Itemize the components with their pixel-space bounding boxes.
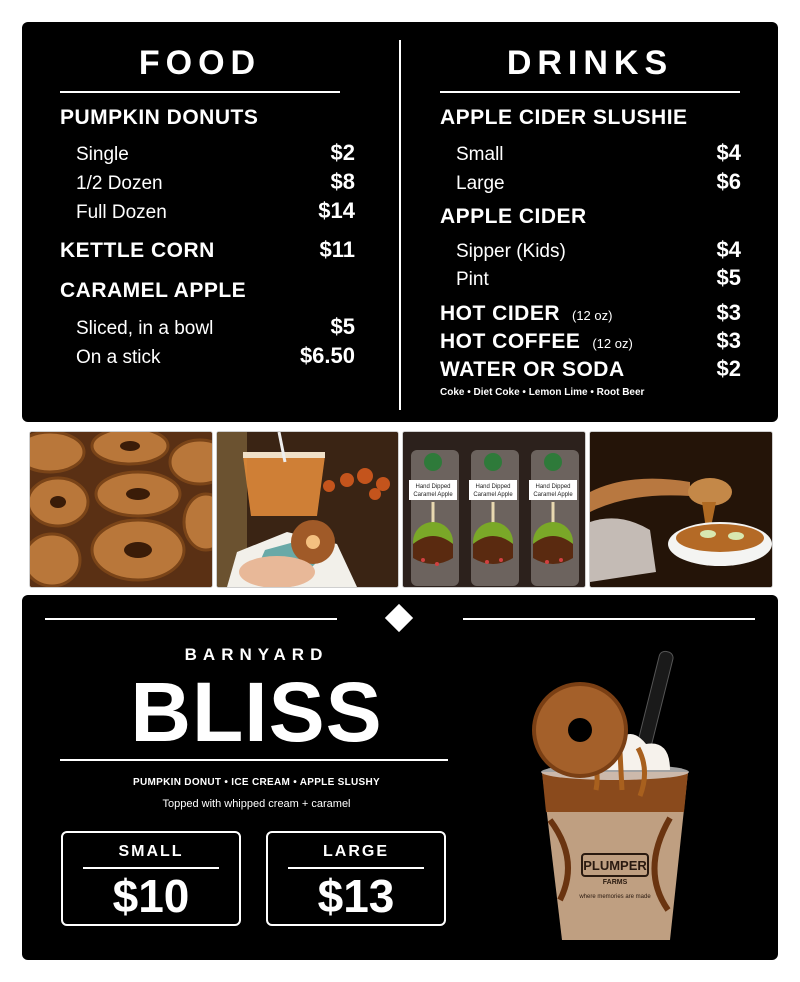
pumpkin-donuts-heading: PUMPKIN DONUTS [60, 106, 259, 129]
menu-item [440, 265, 741, 291]
menu-item-label: 1/2 Dozen [76, 173, 163, 194]
kettle-corn-row [60, 237, 355, 263]
menu-item-price: $6.50 [299, 343, 355, 368]
caramel-apple-heading-row [60, 279, 355, 303]
hot-cider-label: HOT CIDER [440, 302, 560, 325]
menu-item-label: Large [456, 173, 505, 194]
water-soda-price: $2 [716, 356, 741, 381]
hot-coffee-price: $3 [716, 328, 741, 353]
food-title-rule [60, 91, 340, 93]
apple-label-line2: Caramel Apple [413, 492, 453, 498]
apple-label-line2: Caramel Apple [533, 492, 573, 498]
cup-brand: PLUMPER [583, 858, 647, 873]
kettle-corn-price: $11 [319, 237, 355, 262]
cider-heading-row [440, 205, 741, 229]
hot-cider-size: (12 oz) [572, 308, 613, 323]
decorative-rule [45, 618, 337, 620]
hot-coffee-heading [440, 330, 633, 354]
menu-item [440, 140, 741, 166]
hot-coffee-label: HOT COFFEE [440, 330, 581, 353]
water-soda-heading: WATER OR SODA [440, 358, 625, 381]
menu-item [440, 169, 741, 195]
menu-item-price: $2 [330, 140, 355, 165]
small-size-price: $10 [112, 870, 190, 922]
pumpkin-donuts-heading-row [60, 106, 355, 130]
hot-cider-row [440, 300, 741, 326]
menu-item-label: Sliced, in a bowl [76, 318, 214, 339]
menu-item [60, 198, 355, 224]
special-kicker: BARNYARD [184, 645, 329, 664]
water-soda-row [440, 356, 741, 382]
menu-item-price: $4 [716, 237, 741, 262]
apple-label-line1: Hand Dipped [535, 484, 571, 490]
decorative-rule [463, 618, 755, 620]
hot-cider-heading [440, 302, 612, 326]
apple-label-line1: Hand Dipped [415, 484, 451, 490]
menu-item-price: $5 [716, 265, 741, 290]
donuts-photo [29, 431, 213, 588]
menu-item [440, 237, 741, 263]
large-size-price: $13 [317, 870, 395, 922]
menu-item-label: Pint [456, 269, 489, 290]
menu-item [60, 140, 355, 166]
apple-label-line1: Hand Dipped [475, 484, 511, 490]
cup-brand-sub: FARMS [602, 879, 628, 886]
special-topping: Topped with whipped cream + caramel [162, 798, 351, 810]
menu-item-price: $5 [330, 314, 355, 339]
special-title: BLISS [130, 665, 383, 759]
slushie-heading: APPLE CIDER SLUSHIE [440, 106, 688, 129]
menu-item-label: Small [456, 144, 504, 165]
caramel-apple-heading: CARAMEL APPLE [60, 279, 247, 302]
special-title-rule [60, 759, 448, 761]
large-size-box [266, 831, 446, 926]
menu-item-label: Single [76, 144, 129, 165]
menu-item-label: Sipper (Kids) [456, 241, 566, 262]
menu-item [60, 343, 355, 369]
menu-item-label: Full Dozen [76, 202, 167, 223]
apple-bowl-photo [589, 431, 773, 588]
small-size-label: SMALL [118, 843, 184, 860]
cup-tagline: where memories are made [579, 894, 651, 900]
cider-heading: APPLE CIDER [440, 205, 587, 228]
hot-coffee-size: (12 oz) [592, 336, 633, 351]
menu-item-price: $8 [330, 169, 355, 194]
apple-label-line2: Caramel Apple [473, 492, 513, 498]
menu-item [60, 169, 355, 195]
hot-cider-price: $3 [716, 300, 741, 325]
menu-item-label: On a stick [76, 347, 161, 368]
menu-item-price: $14 [318, 198, 355, 223]
special-ingredients: PUMPKIN DONUT • ICE CREAM • APPLE SLUSHY [133, 777, 380, 788]
menu-item-price: $4 [716, 140, 741, 165]
small-size-box [61, 831, 241, 926]
column-divider [399, 40, 401, 410]
barnyard-bliss-cup-image [520, 640, 700, 950]
menu-item [60, 314, 355, 340]
slushie-and-donut-photo [216, 431, 399, 588]
caramel-apples-photo [402, 431, 586, 588]
slushie-heading-row [440, 106, 741, 130]
drinks-title-rule [440, 91, 740, 93]
menu-item-price: $6 [716, 169, 741, 194]
large-size-label: LARGE [323, 843, 389, 860]
drinks-title: DRINKS [506, 44, 674, 82]
soda-list: Coke • Diet Coke • Lemon Lime • Root Beer [440, 387, 645, 398]
food-title: FOOD [138, 44, 262, 82]
hot-coffee-row [440, 328, 741, 354]
kettle-corn-heading: KETTLE CORN [60, 239, 215, 262]
